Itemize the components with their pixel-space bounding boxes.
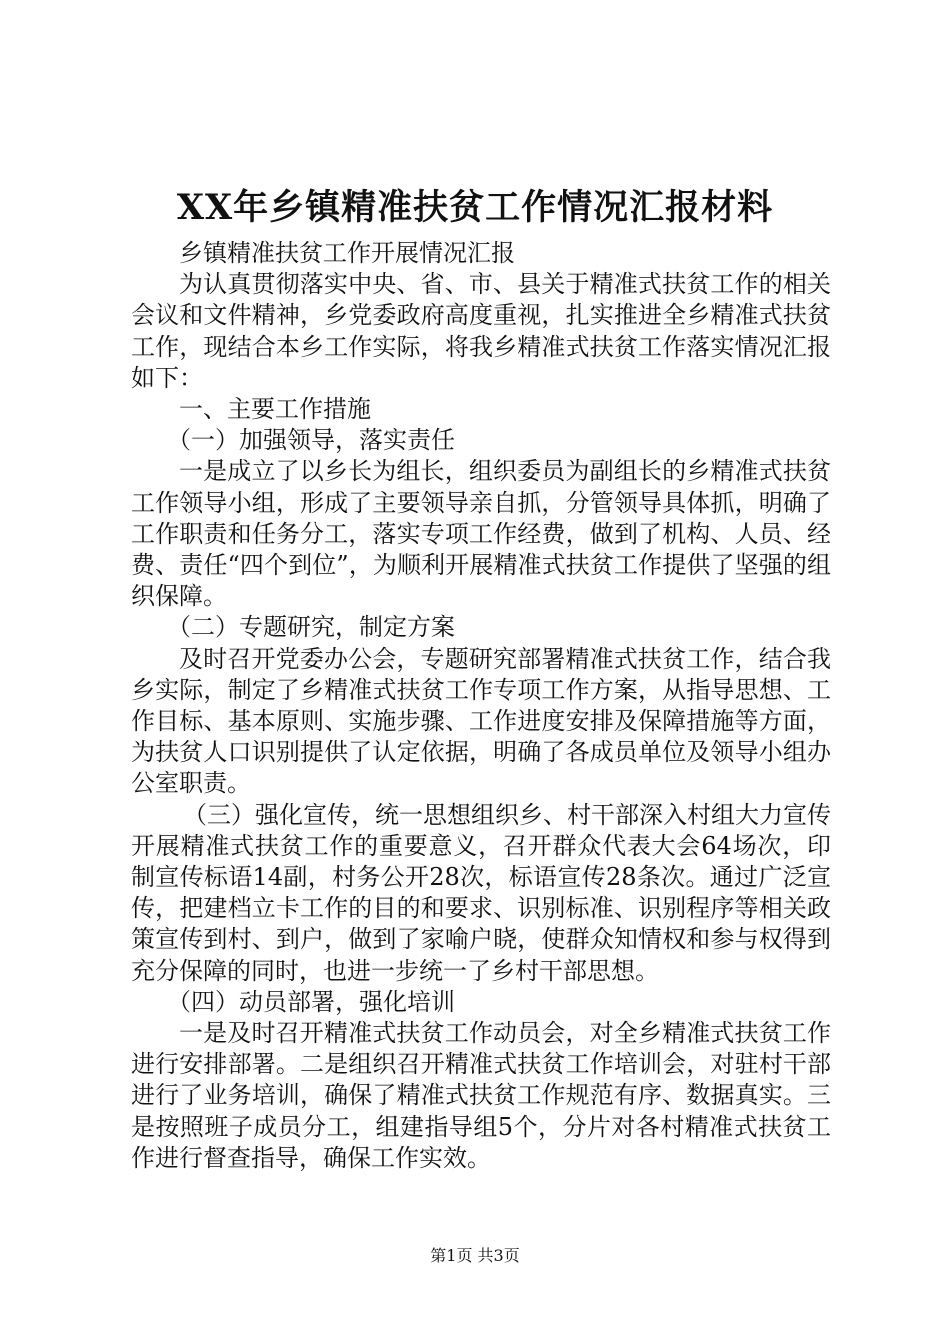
paragraph-publicity: （三）强化宣传，统一思想组织乡、村干部深入村组大力宣传开展精准式扶贫工作的重要意义，召开群众代表大会64场次，印制宣传标语14副，村务公开28次，标语宣传28条次。通过广泛宣传，把建档立卡工作的目的和要求、识别标准、识别程序等相关政策宣传到村、到户，做到了家喻户晓，使群众知情权和参与权得到充分保障的同时，也进一步统一了乡村干部思想。 [131,800,831,985]
document-title: XX年乡镇精准扶贫工作情况汇报材料 [176,187,774,228]
subsection-heading-1: （一）加强领导，落实责任 [167,426,455,455]
paragraph-research: 及时召开党委办公会，专题研究部署精准式扶贫工作，结合我乡实际，制定了乡精准式扶贫工作专项工作方案，从指导思想、工作目标、基本原则、实施步骤、工作进度安排及保障措施等方面，为扶贫人口识别提供了认定依据，明确了各成员单位及领导小组办公室职责。 [131,644,831,798]
paragraph-training: 一是及时召开精准式扶贫工作动员会，对全乡精准式扶贫工作进行安排部署。二是组织召开精准式扶贫工作培训会，对驻村干部进行了业务培训，确保了精准式扶贫工作规范有序、数据真实。三是按照班子成员分工，组建指导组5个，分片对各村精准式扶贫工作进行督查指导，确保工作实效。 [131,1019,831,1172]
page-number: 第1页 共3页 [430,1246,520,1265]
paragraph-leadership: 一是成立了以乡长为组长，组织委员为副组长的乡精准式扶贫工作领导小组，形成了主要领导亲自抓，分管领导具体抓，明确了工作职责和任务分工，落实专项工作经费，做到了机构、人员、经费、责任“四个到位”，为顺利开展精准式扶贫工作提供了坚强的组织保障。 [131,457,831,611]
document-body [131,238,831,1174]
subsection-heading-4: （四）动员部署，强化培训 [167,987,455,1016]
paragraph-intro: 为认真贯彻落实中央、省、市、县关于精准式扶贫工作的相关会议和文件精神，乡党委政府高度重视，扎实推进全乡精准式扶贫工作，现结合本乡工作实际，将我乡精准式扶贫工作落实情况汇报如下： [131,270,831,392]
paragraph-subtitle: 乡镇精准扶贫工作开展情况汇报 [179,239,515,267]
section-heading-main-measures: 一、主要工作措施 [179,395,371,424]
subsection-heading-2: （二）专题研究，制定方案 [167,613,455,642]
